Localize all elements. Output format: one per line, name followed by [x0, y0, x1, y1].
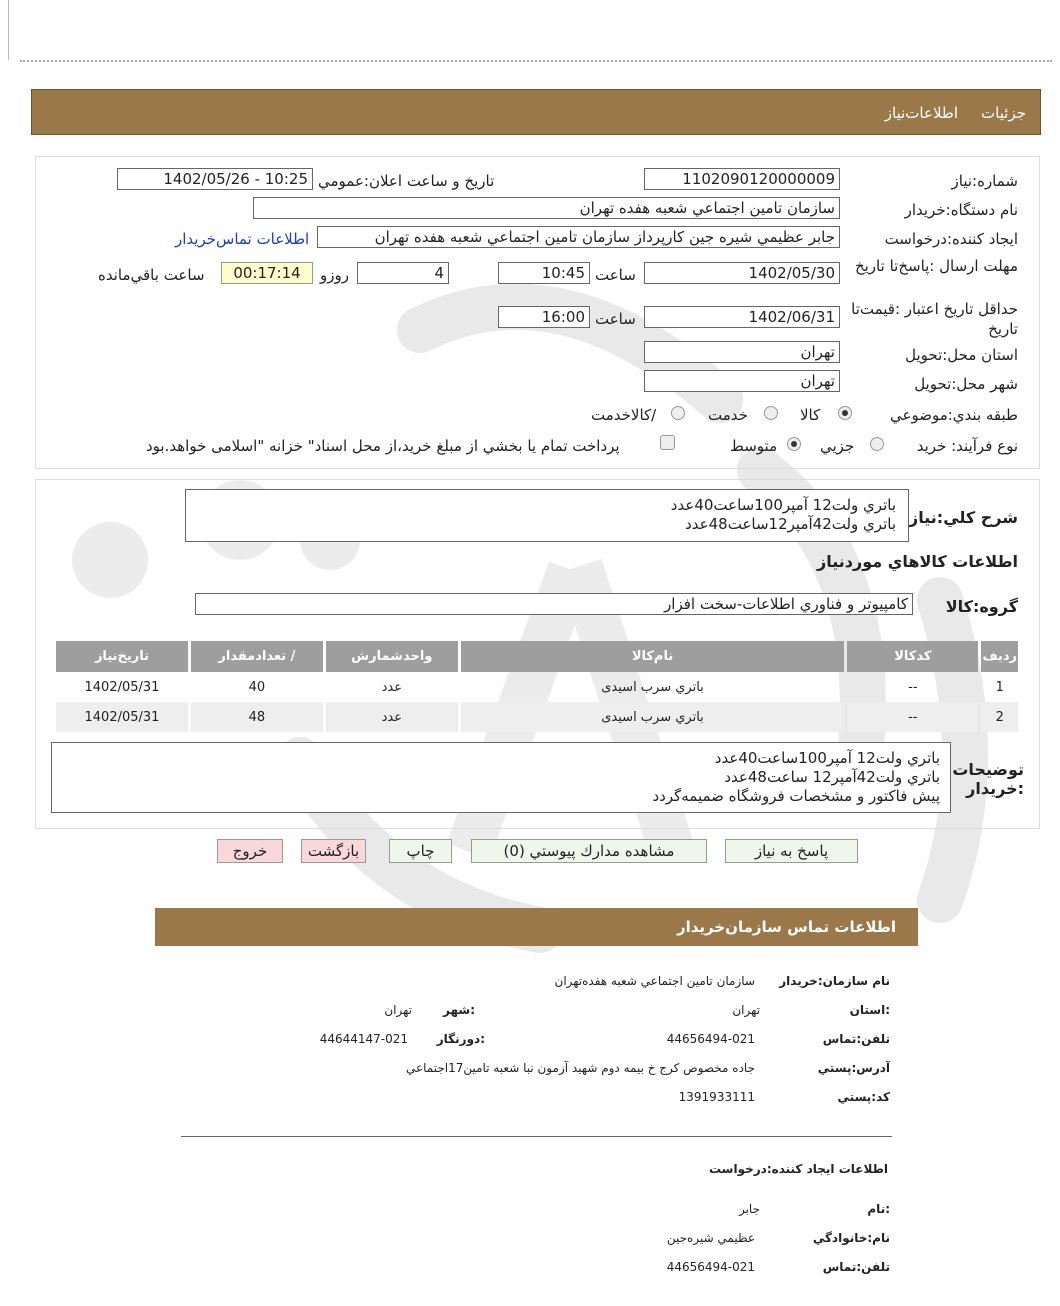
contact-province-label: :استان [849, 1003, 890, 1017]
creator-section-title: اطلاعات ايجاد كننده:درخواست [708, 1162, 888, 1176]
goods-table [53, 641, 1021, 732]
need-number-field: 1102090120000009 [644, 168, 840, 190]
attachments-button[interactable]: مشاهده مدارك پيوستي (0) [471, 839, 707, 863]
left-border-line [8, 0, 9, 60]
buyer-notes-label: توضيحات :خريدار [952, 760, 1024, 798]
process-small-label: جزيي [820, 437, 855, 455]
city-field: تهران [644, 370, 840, 392]
col-date: تاريخ‌نياز [56, 641, 188, 672]
col-code: كدكالا [847, 641, 978, 672]
creator-phone-label: تلفن:تماس [822, 1260, 890, 1274]
validity-time-field: 16:00 [498, 306, 590, 328]
category-goods-label: كالا [800, 406, 821, 424]
creator-phone-value: 44656494-021 [666, 1260, 755, 1274]
remaining-label: ساعت باقي‌مانده [98, 266, 205, 284]
contact-province-value: تهران [732, 1003, 760, 1017]
header-banner [31, 89, 1041, 135]
summary-title: شرح كلي:نياز [909, 508, 1018, 527]
cell-qty: 40 [248, 679, 266, 695]
validity-time-label: ساعت [595, 310, 636, 328]
process-small-radio[interactable] [870, 437, 884, 451]
province-field: تهران [644, 341, 840, 363]
cell-unit: عدد [381, 679, 402, 695]
creator-label: ايجاد كننده:درخواست [884, 230, 1018, 248]
contact-section-header [155, 908, 918, 946]
exit-button[interactable]: خروج [217, 839, 283, 863]
treasury-payment-checkbox[interactable] [660, 435, 675, 450]
announce-label: تاريخ و ساعت اعلان:عمومي [318, 172, 495, 190]
tab-details[interactable]: جزئيات [981, 104, 1026, 122]
summary-line: باتري ولت42آمپر12ساعت48عدد [685, 515, 896, 533]
buyer-notes-line: باتري ولت12 آمپر100ساعت40عدد [714, 749, 940, 767]
creator-family-label: نام:خانوادگي [812, 1231, 890, 1245]
process-label: نوع فرآيند: خريد [916, 437, 1018, 455]
contact-org-label: نام سازمان:خريدار [779, 974, 890, 988]
city-label: شهر محل:تحويل [914, 375, 1018, 393]
back-button[interactable]: بازگشت [301, 839, 366, 863]
remaining-timer: 00:17:14 [221, 262, 313, 284]
validity-date-field: 1402/06/31 [644, 306, 840, 328]
contact-address-value: جاده مخصوص كرج خ بيمه دوم شهيد آزمون نبا شعبه تامين17اجتماعي [405, 1061, 755, 1075]
process-medium-label: متوسط [730, 437, 778, 455]
col-qty: / تعدادمقدار [191, 641, 323, 672]
category-service-label: خدمت [708, 406, 748, 424]
need-number-label: شماره:نياز [951, 172, 1018, 190]
cell-date: 1402/05/31 [56, 702, 188, 732]
contact-phone-label: تلفن:تماس [822, 1032, 890, 1046]
cell-code: -- [908, 679, 918, 695]
cell-name: باتري سرب اسيدی [601, 679, 704, 695]
announce-field: 1402/05/26 - 10:25 [117, 168, 313, 190]
process-medium-radio[interactable] [787, 437, 801, 451]
contact-city-value: تهران [384, 1003, 412, 1017]
dotted-separator [20, 60, 1052, 62]
deadline-date-field: 1402/05/30 [644, 262, 840, 284]
col-name: نام‌كالا [461, 641, 844, 672]
contact-address-label: آدرس:پستي [817, 1061, 890, 1075]
cell-row: 2 [981, 702, 1018, 732]
category-goods-radio[interactable] [838, 406, 852, 420]
buyer-org-label: نام دستگاه:خريدار [904, 201, 1018, 219]
buyer-notes-line: باتري ولت42آمپر12 ساعت48عدد [724, 768, 940, 786]
tab-need-info[interactable]: اطلاعات‌نياز [884, 104, 958, 122]
print-button[interactable]: چاپ [389, 839, 452, 863]
reply-button[interactable]: پاسخ به نياز [725, 839, 858, 863]
buyer-contact-link[interactable]: اطلاعات تماس‌خريدار [175, 230, 310, 248]
deadline-time-field: 10:45 [498, 262, 590, 284]
buyer-org-field: سازمان تامين اجتماعي شعبه هفده تهران [253, 197, 840, 219]
cell-code: -- [847, 702, 978, 732]
table-row [56, 702, 1018, 732]
contact-divider [181, 1136, 892, 1137]
deadline-time-label: ساعت [595, 266, 636, 284]
summary-description [185, 489, 909, 542]
goods-group-field: كامپيوتر و فناوري اطلاعات-سخت افزار [195, 593, 913, 615]
cell-row: 1 [995, 679, 1004, 695]
buyer-notes-line: پيش فاكتور و مشخصات فروشگاه ضميمه‌گردد [652, 787, 940, 805]
goods-group-label: گروه:كالا [945, 597, 1018, 616]
cell-date: 1402/05/31 [84, 679, 160, 695]
category-goods-service-label: /كالاخدمت [591, 406, 657, 424]
category-service-radio[interactable] [764, 406, 778, 420]
col-row: رديف [981, 641, 1018, 672]
category-goods-service-radio[interactable] [671, 406, 685, 420]
treasury-payment-label: پرداخت تمام يا بخشي از مبلغ خريد،از محل اسناد" خزانه "اسلامی خواهد.بود [146, 437, 620, 455]
contact-section-title: اطلاعات تماس سازمان‌خريدار [676, 918, 896, 936]
summary-line: باتري ولت12 آمپر100ساعت40عدد [670, 496, 896, 514]
days-field: 4 [357, 262, 449, 284]
col-unit: واحدشمارش [326, 641, 458, 672]
cell-name: باتري سرب اسيدی [461, 702, 844, 732]
creator-field: جابر عظيمي شيره جين كارپرداز سازمان تامين اجتماعي شعبه هفده تهران [317, 226, 840, 248]
contact-city-label: :شهر [443, 1003, 475, 1017]
deadline-label: مهلت ارسال :پاسخ‌تا تاريخ [854, 257, 1018, 275]
goods-title: اطلاعات كالاهاي موردنياز [817, 552, 1018, 571]
contact-fax-value: 44644147-021 [319, 1032, 408, 1046]
contact-postal-value: 1391933111 [678, 1090, 755, 1104]
category-label: طبقه بندي:موضوعي [890, 406, 1018, 424]
contact-phone-value: 44656494-021 [666, 1032, 755, 1046]
cell-unit: عدد [326, 702, 458, 732]
contact-fax-label: :دورنگار [436, 1032, 485, 1046]
cell-qty: 48 [191, 702, 323, 732]
province-label: استان محل:تحويل [905, 346, 1018, 364]
table-row [56, 672, 1018, 702]
creator-name-value: جابر [738, 1202, 760, 1216]
buyer-notes [51, 742, 951, 813]
creator-name-label: :نام [867, 1202, 890, 1216]
contact-postal-label: كد:پستي [837, 1090, 890, 1104]
contact-org-value: سازمان تامين اجتماعي شعبه هفده‌تهران [554, 974, 755, 988]
validity-label: حداقل تاريخ اعتبار :قيمت‌تا تاريخ [851, 300, 1018, 338]
creator-family-value: عظيمي شيره‌جين [666, 1231, 755, 1245]
days-label: روزو [320, 266, 349, 284]
